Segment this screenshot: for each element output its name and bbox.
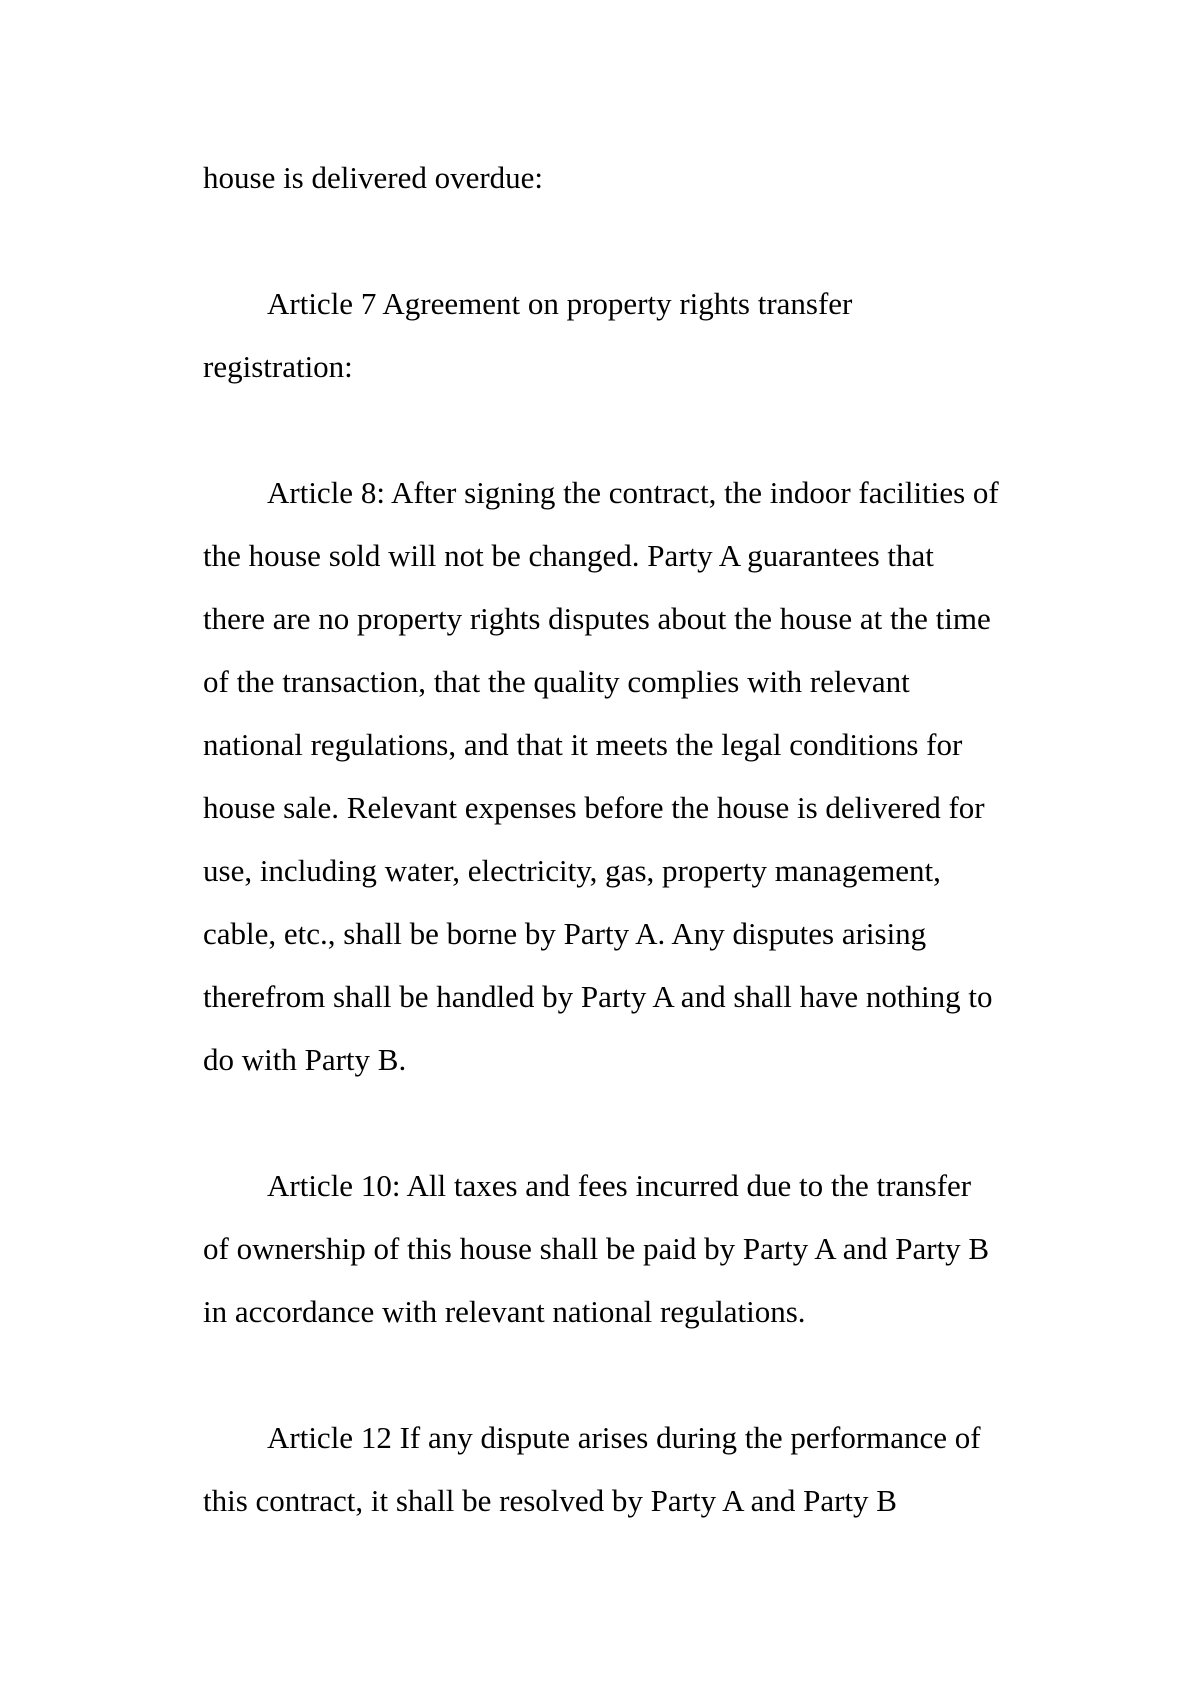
paragraph-article-10: Article 10: All taxes and fees incurred due to the transfer of ownership of this house shall be paid by Party A and Party B in accordance with relevant national regulations. bbox=[203, 1168, 990, 1329]
paragraph-article-12: Article 12 If any dispute arises during the performance of this contract, it shall be resolved by Party A and Party B bbox=[203, 1420, 981, 1518]
paragraph-continuation: house is delivered overdue: bbox=[203, 160, 544, 195]
document-body bbox=[203, 146, 1003, 1532]
paragraph-article-7: Article 7 Agreement on property rights transfer registration: bbox=[203, 286, 853, 384]
paragraph-article-8: Article 8: After signing the contract, the indoor facilities of the house sold will not be changed. Party A guarantees that there are no property rights disputes about the house at the time of the transaction, that the quality complies with relevant national regulations, and that it meets the legal conditions for house sale. Relevant expenses before the house is delivered for use, including water, electricity, gas, property management, cable, etc., shall be borne by Party A. Any disputes arising therefrom shall be handled by Party A and shall have nothing to do with Party B. bbox=[203, 475, 999, 1077]
